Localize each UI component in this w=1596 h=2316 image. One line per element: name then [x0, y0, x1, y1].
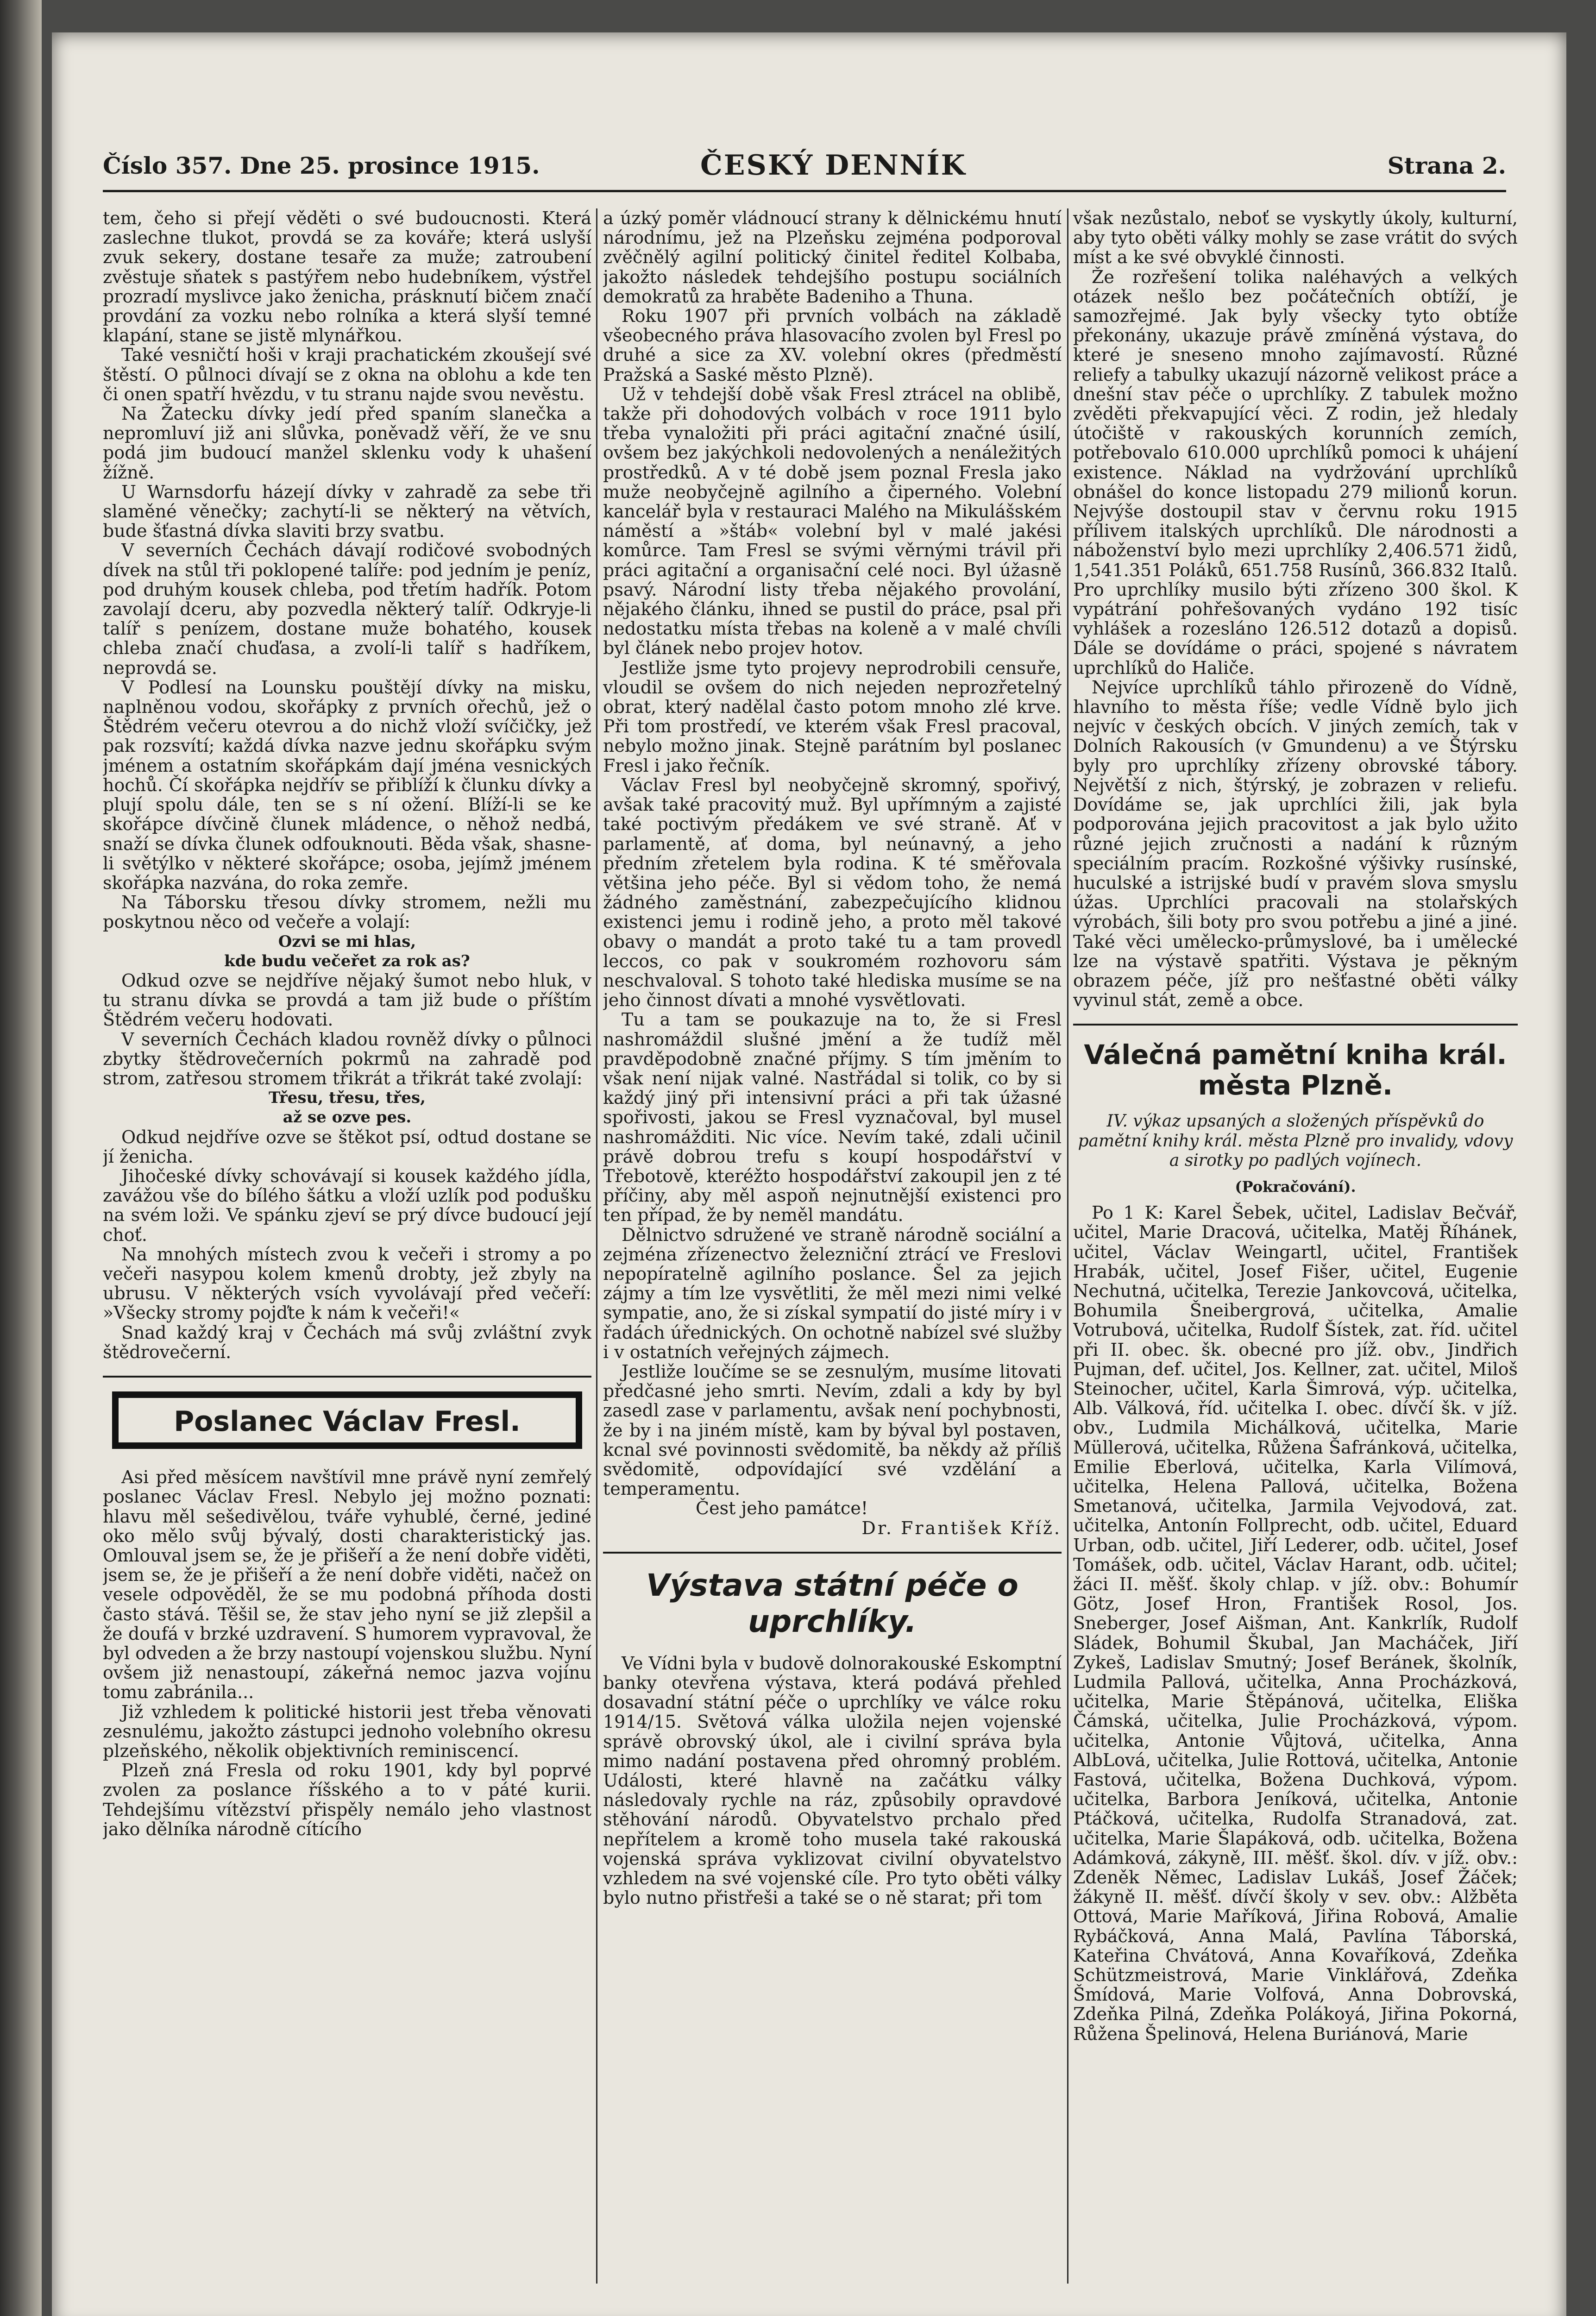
newspaper-page [52, 32, 1566, 2316]
masthead: ČESKÝ DENNÍK [700, 149, 967, 182]
paragraph: Jihočeské dívky schovávají si kousek každého jídla, zavážou vše do bílého šátku a vloží uzlík pod podušku na svém loži. Ve spánku zjeví se prý dívce budoucí její choť. [103, 1165, 591, 1245]
paragraph: U Warnsdorfu házejí dívky v zahradě za sebe tři slaměné věnečky; zachytí-li se některý na větvích, bude šťastná dívka slaviti brzy svatbu. [103, 481, 591, 541]
signature: Dr. František Kříž. [861, 1517, 1062, 1538]
paragraph: Odkud ozve se nejdříve nějaký šumot nebo hluk, v tu stranu dívka se provdá a tam již bude o příštím Štědrém večeru hodovati. [103, 970, 591, 1030]
previous-page-edge [0, 0, 42, 2316]
column-rule [1067, 208, 1068, 2284]
paragraph: Odkud nejdříve ozve se štěkot psí, odtud dostane se jí ženicha. [103, 1127, 591, 1167]
verse-line: až se ozve pes. [283, 1108, 412, 1127]
paragraph: Václav Fresl byl neobyčejně skromný, spořivý, avšak také pracovitý muž. Byl upřímným a zajisté také poctivým předákem ve své straně. Ať v parlamentě, ať doma, byl neúnavný, a jeho předním zřetelem byla rodina. K té směřovala většina jeho péče. Byl si vědom toho, že nemá žádného zaměstnání, zabezpečujícího klidnou existenci jemu i rodině jeho, a proto měl takové obavy o mandát a proto také tu a tam provedl leccos, co pak v soukromém rozhovoru sám neschvaloval. S tohoto také hlediska musíme se na jeho činnost dívati a mnohé vysvětlovati. [603, 774, 1062, 1011]
paragraph: Nejvíce uprchlíků táhlo přirozeně do Vídně, hlavního to města říše; vedle Vídně bylo jich nejvíc v českých obcích. V jiných zemích, tak v Dolních Rakousích (v Gmundenu) a ve Štýrsku byly pro uprchlíky zřízeny obrovské tábory. Největší z nich, štýrský, je zobrazen v reliefu. Dovídáme se, jak uprchlíci žili, jak byla podporována jejich pracovitost a jak bylo užito různé jejich zručnosti a nadání k různým speciálním pracím. Rozkošné výšivky rusínské, huculské a istrijské budí v pravém slova smyslu úžas. Uprchlíci pracovali na stolařských výrobách, šili boty pro svou potřebu a jiné a jiné. Také věci umělecko-průmyslové, ba i umělecké lze na výstavě spatřiti. Výstava je pěkným obrazem péče, jíž pro nešťastné oběti války vyvinul stát, země a obce. [1073, 677, 1518, 1011]
continued-note: (Pokračování). [1235, 1177, 1356, 1196]
verse-line: Třesu, třesu, třes, [269, 1089, 426, 1108]
paragraph: a úzký poměr vládnoucí strany k dělnickému hnutí národnímu, jež na Plzeňsku zejména podporoval zvěčnělý agilní politický činitel ředitel Kolbaba, jakožto následek tehdejšího postupu sociálních demokratů za hraběte Badeniho a Thuna. [603, 208, 1062, 307]
verse-line: Ozvi se mi hlas, [278, 932, 416, 951]
column-3 [1073, 208, 1518, 2284]
column-rule [596, 208, 597, 2284]
paragraph: Na Žatecku dívky jedí před spaním slanečka a nepromluví již ani slůvka, poněvadž věří, že ve snu podá jim budoucí manžel sklenku vody k uhašení žížně. [103, 403, 591, 483]
paragraph: Na mnohých místech zvou k večeři i stromy a po večeři nasypou kolem kmenů drobty, jež zbyly na ubrusu. V některých vsích vyvolávají před večeří: »Všecky stromy pojďte k nám k večeři!« [103, 1244, 591, 1323]
paragraph: Snad každý kraj v Čechách má svůj zvláštní zvyk štědrovečerní. [103, 1322, 591, 1362]
paragraph: Na Táborsku třesou dívky stromem, nežli mu poskytnou něco od večeře a volají: [103, 892, 591, 932]
page-header [103, 144, 1506, 192]
paragraph: Po 1 K: Karel Šebek, učitel, Ladislav Bečvář, učitel, Marie Dracová, učitelka, Matěj Říhánek, učitel, Václav Weingartl, učitel, František Hrabák, učitel, Josef Fišer, učitel, Eugenie Nechutná, učitelka, Terezie Jankovcová, učitelka, Bohumila Šneibergrová, učitelka, Amalie Votrubová, učitelka, Rudolf Šístek, zat. říd. učitel při II. obec. šk. obecné pro jíž. obv., Jindřich Pujman, def. učitel, Jos. Kellner, zat. učitel, Miloš Steinocher, učitel, Karla Šimrová, výp. učitelka, Alb. Válková, říd. učitelka I. obec. dívčí šk. v jíž. obv., Ludmila Michálková, učitelka, Marie Müllerová, učitelka, Růžena Šafránková, učitelka, Emilie Eberlová, učitelka, Karla Vilímová, učitelka, Helena Pallová, učitelka, Božena Smetanová, učitelka, Jarmila Vejvodová, zat. učitelka, Antonín Follprecht, odb. učitel, Eduard Urban, odb. učitel, Jiří Lederer, odb. učitel, Josef Tomášek, odb. učitel, Václav Harant, odb. učitel; žáci II. měšť. školy chlap. v jíž. obv.: Bohumír Götz, Josef Hron, František Rosol, Jos. Sneberger, Josef Aišman, Ant. Kankrlík, Rudolf Sládek, Bohumil Škubal, Jan Macháček, Jiří Zykeš, Ladislav Smutný; Josef Beránek, školník, Ludmila Pallová, učitelka, Anna Procházková, učitelka, Marie Štěpánová, učitelka, Eliška Čámská, učitelka, Julie Procházková, výpom. učitelka, Antonie Vůjtová, učitelka, Anna AlbLová, učitelka, Julie Rottová, učitelka, Antonie Fastová, učitelka, Božena Duchková, výpom. učitelka, Barbora Jeníková, učitelka, Antonie Ptáčková, učitelka, Rudolfa Stranadová, zat. učitelka, Marie Šlapáková, odb. učitelka, Božena Adámková, zákyně, III. měšť. škol. dív. v jíž. obv.: Zdeněk Němec, Ladislav Lukáš, Josef Žáček; žákyně II. měšť. dívčí školy v sev. obv.: Alžběta Ottová, Marie Maříková, Jiřina Robová, Amalie Rybáčková, Anna Malá, Pavlína Táborská, Kateřina Chvátová, Anna Kovaříková, Zdeňka Schützmeistrová, Marie Vinklářová, Zdeňka Šmídová, Marie Volfová, Anna Dobrovská, Zdeňka Pilná, Zdeňka Polákoyá, Jiřina Pokorná, Růžena Špelinová, Helena Buriánová, Marie [1073, 1202, 1518, 2044]
article-headline: Výstava státní péče o uprchlíky. [646, 1567, 1018, 1639]
paragraph: Dělnictvo sdružené ve straně národně sociální a zejména zřízenectvo železniční ztrácí ve Freslovi nepopíratelně agilního poslance. Šel za jejich zájmy a tím lze vysvětliti, že měl mezi nimi velké sympatie, ano, že si získal sympatií do jisté míry i v řadách úřednických. On ochotně nabízel své služby i v ostatních veřejných zájmech. [603, 1224, 1062, 1362]
paragraph: Už v tehdejší době však Fresl ztrácel na oblibě, takže při dohodových volbách v roce 1911 bylo třeba vynaložiti při práci agitační značné úsilí, ovšem bez jakýchkoli nedovolených a nenáležitých prostředků. A v té době jsem poznal Fresla jako muže neobyčejně agilního a čiperného. Volební kancelář byla v restauraci Malého na Mikulášském náměstí a »štáb« volební byl v malé jakési komůrce. Tam Fresl se svými věrnými trávil při práci agitační a organisační celé noci. Byl úžasně psavý. Národní listy třeba nějakého provolání, nějakého článku, ihned se pustil do práce, psal při nedostatku místa třebas na koleně a v malé chvíli byl článek nebo projev hotov. [603, 384, 1062, 659]
paragraph: V Podlesí na Lounsku pouštějí dívky na misku, naplněnou vodou, skořápky z prvních ořechů, jež o Štědrém večeru otevrou a do nichž vloží svíčičky, jež pak rozsvítí; každá dívka nazve jednu skořápku svým jménem a ostatním skořápkám dají jména vesnických hochů. Čí skořápka nejdřív se přiblíží k člunku dívky a plují spolu dále, ten se s ní ožení. Blíží-li se ke skořápce dívčině člunek mládence, o něhož nedbá, snaží se dívka člunek odfouknouti. Běda však, shasne-li světýlko v některé skořápce; osoba, jejímž jménem skořápka nazvána, do roka zemře. [103, 677, 591, 893]
paragraph: Asi před měsícem navštívil mne právě nyní zemřelý poslanec Václav Fresl. Nebylo jej možno poznati: hlavu měl sešedivělou, tváře vyhublé, černé, jediné oko mělo svůj bývalý, dosti charakteristický jas. Omlouval jsem se, že je přišeří a že není dobře viděti, jsem se, že je přišeří a že není dobře viděti, načež on vesele odpověděl, že se mu podobná příhoda dosti často stává. Těšil se, že stav jeho nyní se již zlepšil a že doufá v brzké uzdravení. S humorem vypravoval, že byl odveden a že brzy nastoupí vojenskou službu. Nyní ovšem již nenastoupí, zákeřná nemoc jazva vojínu tomu zabránila... [103, 1467, 591, 1703]
column-1 [103, 208, 591, 2284]
closing-line: Čest jeho památce! [696, 1498, 868, 1519]
paragraph: tem, čeho si přejí věděti o své budoucnosti. Která zaslechne tlukot, provdá se za kováře; která uslyší zvuk sekery, dostane tesaře za muže; zatroubení zvěstuje sňatek s pastýřem nebo hudebníkem, výstřel prozradí myslivce jako ženicha, prásknutí bičem značí provdání za vozku nebo rolníka a která slyší temné klapání, stane se jistě mlynářkou. [103, 208, 591, 346]
paragraph: však nezůstalo, neboť se vyskytly úkoly, kulturní, aby tyto oběti války mohly se zase vrátit do svých míst a ke své obvyklé činnosti. [1073, 208, 1518, 268]
paragraph: Plzeň zná Fresla od roku 1901, kdy byl poprvé zvolen za poslance říšského a to v páté kurii. Tehdejšímu vítězství přispěly nemálo jeho vlastnost jako dělníka národně cítícího [103, 1760, 591, 1839]
paragraph: V severních Čechách kladou rovněž dívky o půlnoci zbytky štědrovečerních pokrmů na zahradě pod strom, zatřesou stromem třikrát a třikrát také zvolají: [103, 1029, 591, 1089]
page-number: Strana 2. [1387, 152, 1506, 179]
paragraph: Také vesničtí hoši v kraji prachatickém zkoušejí své štěstí. O půlnoci dívají se z okna na oblohu a kde ten či onen spatří hvězdu, v tu stranu najde svou nevěstu. [103, 345, 591, 404]
verse-line: kde budu večeřet za rok as? [224, 951, 470, 970]
paragraph: Ve Vídni byla v budově dolnorakouské Eskomptní banky otevřena výstava, která podává přehled dosavadní státní péče o uprchlíky ve válce roku 1914/15. Světová válka uložila nejen vojenské správě obrovský úkol, ale i civilní správa byla mimo nadání postavena před ohromný problém. Události, které hlavně na začátku války následovaly rychle na ráz, způsobily opravdové stěhování národů. Obyvatelstvo prchalo před nepřítelem a kromě toho musela také rakouská vojenská správa vyklizovat civilní obyvatelstvo vzhledem na své vojenské cíle. Pro tyto oběti války bylo nutno přistřeši a také se o ně starat; při tom [603, 1653, 1062, 1908]
paragraph: V severních Čechách dávají rodičové svobodných dívek na stůl tři poklopené talíře: pod jedním je peníz, pod druhým kousek chleba, pod třetím hadřík. Potom zavolají dceru, aby pozvedla některý talíř. Odkryje-li talíř s penízem, dostane muže bohatého, kousek chleba značí chuďasa, a zvolí-li talíř s hadříkem, neprovdá se. [103, 540, 591, 678]
paragraph: Jestliže jsme tyto projevy neprodrobili censuře, vloudil se ovšem do nich nejeden neprozřetelný obrat, který nadělal často potom mnoho zlé krve. Při tom prostředí, ve kterém však Fresl pracoval, nebylo možno jinak. Stejně parátním byl poslanec Fresl i jako řečník. [603, 657, 1062, 776]
section-divider [1073, 1024, 1518, 1026]
article-headline: Válečná pamětní kniha král. města Plzně. [1084, 1039, 1507, 1101]
column-2 [603, 208, 1062, 2284]
paragraph: Jestliže loučíme se se zesnulým, musíme litovati předčasné jeho smrti. Nevím, zdali a kdy by byl zasedl zase v parlamentu, avšak není pochybnosti, že by i na jiném místě, kam by býval byl postaven, kcnal své povinnosti svědomitě, ba někdy až příliš svědomitě, odpovídající své vzdělání a temperamentu. [603, 1361, 1062, 1499]
issue-date: Číslo 357. Dne 25. prosince 1915. [103, 152, 540, 179]
paragraph: Tu a tam se poukazuje na to, že si Fresl nashromáždil slušné jmění a že tudíž měl pravděpodobně značné příjmy. S tím jměním to však není nijak valné. Nastřádal si tolik, co by si každý jiný při intensivní práci a při tak úžasné spořivosti, jakou se Fresl vyznačoval, byl musel nashromážditi. Nic více. Nevím také, zdali učinil právě dobrou trefu s koupí hospodářství v Třebotově, kteréžto hospodářství zakoupil jen z té příčiny, aby měl aspoň nejnutnější existenci pro ten případ, že by neměl mandátu. [603, 1009, 1062, 1226]
article-title-box: Poslanec Václav Fresl. [112, 1391, 582, 1449]
paragraph: Že rozřešení tolika naléhavých a velkých otázek nešlo bez počátečních obtíží, je samozřejmé. Jak byly všecky tyto obtíže překonány, ukazuje právě zmíněná výstava, do které je sneseno mnoho zajímavostí. Různé reliefy a tabulky ukazují názorně velikost práce a dnešní stav péče o uprchlíky. Z tabulek možno zvěděti překvapující věci. Z rodin, jež hledaly útočiště v rakouských korunních zemích, potřebovalo 610.000 uprchlíků pomoci k uhájení existence. Náklad na vydržování uprchlíků obnášel do konce listopadu 279 milionů korun. Nejvýše dostoupil stav v červnu roku 1915 přílivem italských uprchlíků. Dle národnosti a náboženství bylo mezi uprchlíky 2,406.571 židů, 1,541.351 Poláků, 651.758 Rusínů, 366.832 Italů. Pro uprchlíky musilo býti zřízeno 300 škol. K vypátrání pohřešovaných vydáno 192 tisíc vyhlášek a rozesláno 126.512 dotazů a dopisů. Dále se dovídáme o práci, spojené s návratem uprchlíků do Haliče. [1073, 266, 1518, 678]
section-divider [603, 1552, 1062, 1554]
article-intro: IV. výkaz upsaných a složených příspěvků do pamětní knihy král. města Plzně pro invalidy, vdovy a sirotky po padlých vojínech. [1078, 1112, 1513, 1170]
paragraph: Roku 1907 při prvních volbách na základě všeobecného práva hlasovacího zvolen byl Fresl po druhé a sice za XV. volební okres (předměstí Pražská a Saské město Plzně). [603, 306, 1062, 385]
section-divider [103, 1376, 591, 1378]
paragraph: Již vzhledem k politické historii jest třeba věnovati zesnulému, jakožto zástupci jednoho volebního okresu plzeňského, několik objektivních reminiscencí. [103, 1701, 591, 1762]
